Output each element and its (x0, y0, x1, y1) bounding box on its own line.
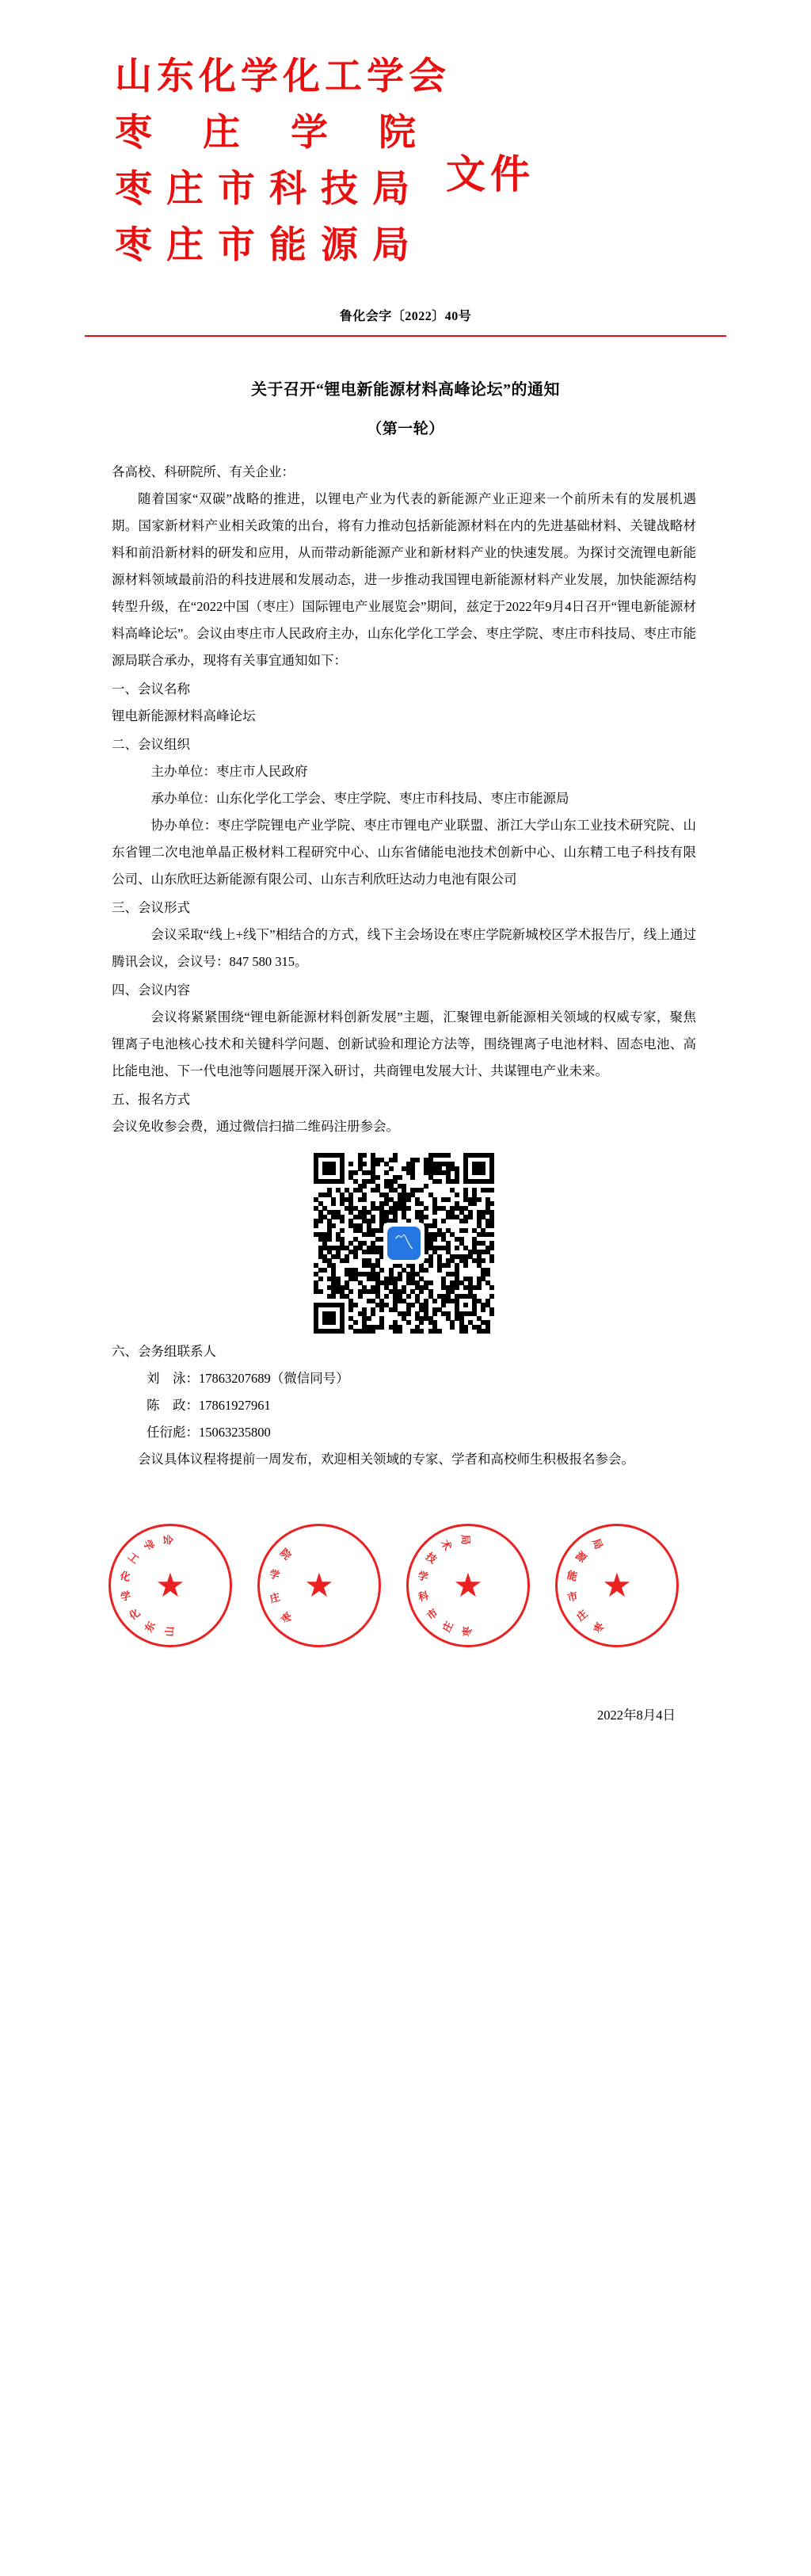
section-1-text-1: 锂电新能源材料高峰论坛 (112, 708, 256, 723)
page-subtitle: （第一轮） (367, 421, 444, 437)
section-2-organizer: 承办单位：山东化学化工学会、枣庄学院、枣庄市科技局、枣庄市能源局 (150, 790, 569, 806)
contact-list (112, 1365, 696, 1446)
seal-1-ring: 山 东 化 学 化 工 学 会 (119, 1533, 176, 1637)
wechat-registration-qr[interactable] (314, 1153, 494, 1334)
section-3-text-1: 会议采取“线上+线下”相结合的方式，线下主会场设在枣庄学院新城校区学术报告厅，线上通过腾讯会议，会议号：847 580 315。 (112, 926, 696, 969)
official-seals (77, 1519, 734, 1685)
seal-shandong-chemical-society (109, 1524, 232, 1647)
closing-paragraph: 会议具体议程将提前一周发布，欢迎相关领域的专家、学者和高校师生积极报名参会。 (138, 1451, 634, 1467)
intro-paragraph: 随着国家“双碳”战略的推进，以锂电产业为代表的新能源产业正迎来一个前所未有的发展机遇期。国家新材料产业相关政策的出台，将有力推动包括新能源材料在内的先进基础材料、关键战略材料和前沿新材料的研发和应用，从而带动新能源产业和新材料产业的快速发展。为探讨交流锂电新能源材料领域最前沿的科技进展和发展动态，进一步推动我国锂电新能源材料产业发展，加快能源结构转型升级，在“2022中国（枣庄）国际锂电产业展览会”期间，兹定于2022年9月4日召开“锂电新能源材料高峰论坛”。会议由枣庄市人民政府主办，山东化学化工学会、枣庄学院、枣庄市科技局、枣庄市能源局联合承办，现将有关事宜通知如下： (112, 490, 696, 668)
qr-center-logo (383, 1223, 425, 1264)
org-line-1: 山东化学化工学会 (115, 56, 451, 97)
document-header (77, 46, 734, 340)
issuing-organizations (77, 56, 734, 266)
qr-code-area (112, 1153, 696, 1334)
section-heading-6: 六、会务组联系人 (112, 1343, 216, 1359)
org-line-4: 枣庄市能源局 (115, 225, 424, 266)
seal-star-icon: ★ (155, 1565, 185, 1605)
section-heading-3: 三、会议形式 (112, 899, 190, 915)
section-4-text-1: 会议将紧紧围绕“锂电新能源材料创新发展”主题，汇聚锂电新能源相关领域的权威专家，聚焦锂离子电池核心技术和关键科学问题、创新试验和理论方法等，围绕锂离子电池材料、固态电池、高比能电池、下一代电池等问题展开深入研讨，共商锂电发展大计、共谋锂电产业未来。 (112, 1009, 696, 1078)
seal-zaozhuang-university (257, 1524, 381, 1647)
section-5-text-1: 会议免收参会费，通过微信扫描二维码注册参会。 (112, 1118, 399, 1134)
wen-label: 文件 (446, 152, 535, 197)
section-2-coorganizer: 协办单位：枣庄学院锂电产业学院、枣庄市锂电产业联盟、浙江大学山东工业技术研究院、山东省锂二次电池单晶正极材料工程研究中心、山东省储能电池技术创新中心、山东精工电子科技有限公司、山东欣旺达新能源有限公司、山东吉利欣旺达动力电池有限公司 (112, 817, 696, 887)
seal-zaozhuang-energy-bureau (555, 1524, 679, 1647)
salutation: 各高校、科研院所、有关企业： (112, 464, 295, 479)
contact-item-3: 任衍彪：15063235800 (147, 1424, 271, 1440)
seal-3-ring: 枣 庄 市 科 学 技 术 局 (417, 1533, 474, 1637)
issue-date: 2022年8月4日 (597, 1707, 676, 1723)
contact-item-1: 刘 泳：17863207689（微信同号） (147, 1370, 349, 1386)
contact-item-2: 陈 政：17861927961 (147, 1397, 271, 1413)
red-divider (85, 335, 726, 337)
seal-star-icon: ★ (453, 1565, 483, 1605)
section-2-host: 主办单位：枣庄市人民政府 (150, 763, 308, 779)
org-line-2 (115, 115, 734, 152)
seal-star-icon: ★ (304, 1565, 334, 1605)
qr-logo-glyph: 〽 (387, 1227, 421, 1260)
seal-star-icon: ★ (602, 1565, 632, 1605)
document-body (77, 0, 734, 1755)
seal-zaozhuang-science-tech-bureau (406, 1524, 530, 1647)
org-line-2-text: 枣庄学院 (115, 113, 466, 154)
seal-2-ring: 枣 庄 学 院 (268, 1546, 295, 1626)
seal-4-ring: 枣 庄 市 能 源 局 (565, 1536, 607, 1635)
section-heading-4: 四、会议内容 (112, 982, 190, 998)
page-title: 关于召开“锂电新能源材料高峰论坛”的通知 (251, 381, 560, 399)
section-heading-2: 二、会议组织 (112, 736, 190, 752)
org-line-3: 枣庄市科技局 (115, 169, 424, 210)
document-number: 鲁化会字〔2022〕40号 (339, 310, 472, 323)
document-content (77, 459, 734, 1473)
section-heading-1: 一、会议名称 (112, 681, 190, 696)
section-heading-5: 五、报名方式 (112, 1091, 190, 1107)
